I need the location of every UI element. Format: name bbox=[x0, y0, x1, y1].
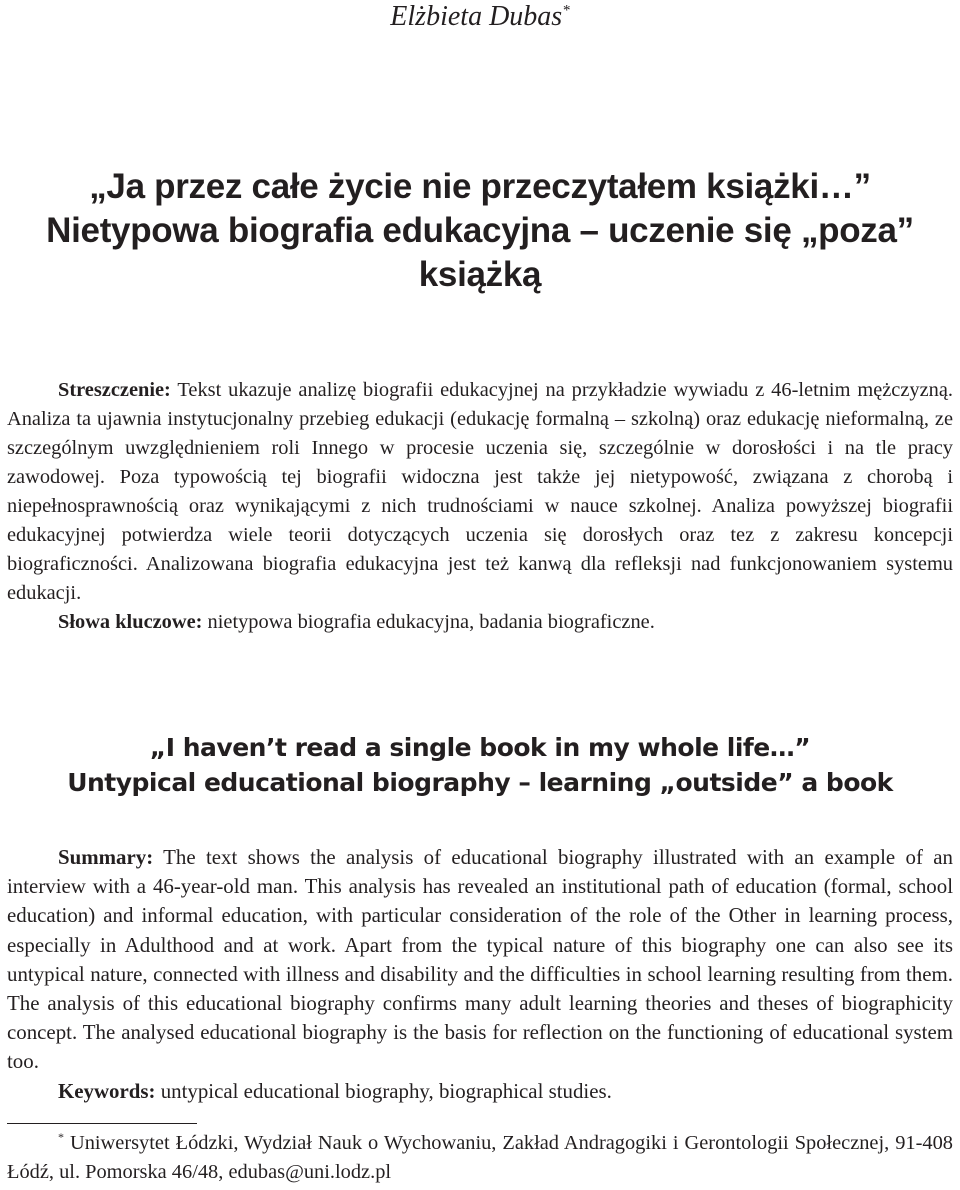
abstract-english-label: Summary: bbox=[58, 845, 154, 869]
author-name bbox=[0, 0, 960, 34]
footnote-marker: * bbox=[58, 1130, 64, 1145]
footnote-text: Uniwersytet Łódzki, Wydział Nauk o Wychowaniu, Zakład Andragogiki i Gerontologii Społecznej, 91-408 Łódź, ul. Pomorska 46/48, edubas@uni.lodz.pl bbox=[7, 1132, 953, 1183]
author-name-text: Elżbieta Dubas bbox=[390, 1, 563, 32]
abstract-polish bbox=[7, 376, 953, 637]
title-polish-line-2: Nietypowa biografia edukacyjna – uczenie się „poza” bbox=[46, 211, 914, 250]
title-english bbox=[0, 730, 960, 800]
keywords-english bbox=[7, 1077, 953, 1106]
keywords-polish-text: nietypowa biografia edukacyjna, badania biograficzne. bbox=[202, 611, 655, 633]
abstract-english bbox=[7, 843, 953, 1106]
title-polish bbox=[0, 165, 960, 297]
title-polish-line-3: książką bbox=[418, 255, 542, 294]
title-english-line-1: „I haven’t read a single book in my whole life…” bbox=[149, 733, 811, 762]
abstract-polish-body bbox=[7, 376, 953, 608]
abstract-polish-text: Tekst ukazuje analizę biografii edukacyjnej na przykładzie wywiadu z 46-letnim mężczyzną. Analiza ta ujawnia instytucjonalny przebieg edukacji (edukację formalną – szkolną) oraz edukację nieformalną, ze szczególnym uwzględnieniem roli Innego w procesie uczenia się, szczególnie w dorosłości i na tle pracy zawodowej. Poza typowością tej biografii widoczna jest także jej nietypowość, związana z chorobą i niepełnosprawnością oraz wynikającymi z nich trudnościami w nauce szkolnej. Analiza powyższej biografii edukacyjnej potwierdza wiele teorii dotyczących uczenia się dorosłych oraz tez z zakresu koncepcji biograficzności. Analizowana biografia edukacyjna jest też kanwą dla refleksji nad funkcjonowaniem systemu edukacji. bbox=[7, 379, 953, 604]
keywords-english-label: Keywords: bbox=[58, 1078, 156, 1103]
keywords-polish-label: Słowa kluczowe: bbox=[58, 611, 203, 633]
keywords-polish bbox=[7, 608, 953, 637]
author-footnote-marker: * bbox=[562, 2, 570, 19]
footnote-separator bbox=[7, 1123, 197, 1124]
abstract-polish-label: Streszczenie: bbox=[58, 379, 171, 401]
footnote bbox=[7, 1129, 953, 1187]
title-polish-line-1: „Ja przez całe życie nie przeczytałem książki…” bbox=[89, 167, 871, 206]
title-english-line-2: Untypical educational biography – learning „outside” a book bbox=[67, 768, 893, 797]
abstract-english-text: The text shows the analysis of educational biography illustrated with an example of an interview with a 46-year-old man. This analysis has revealed an institutional path of education (formal, school education) and informal education, with particular consideration of the role of the Other in learning process, especially in Adulthood and at work. Apart from the typical nature of this biography one can also see its untypical nature, connected with illness and disability and the difficulties in school learning resulting from them. The analysis of this educational biography confirms many adult learning theories and theses of biographicity concept. The analysed educational biography is the basis for reflection on the functioning of educational system too. bbox=[7, 845, 953, 1074]
abstract-english-body bbox=[7, 843, 953, 1077]
keywords-english-text: untypical educational biography, biographical studies. bbox=[155, 1078, 612, 1103]
footnote-body bbox=[7, 1129, 953, 1187]
